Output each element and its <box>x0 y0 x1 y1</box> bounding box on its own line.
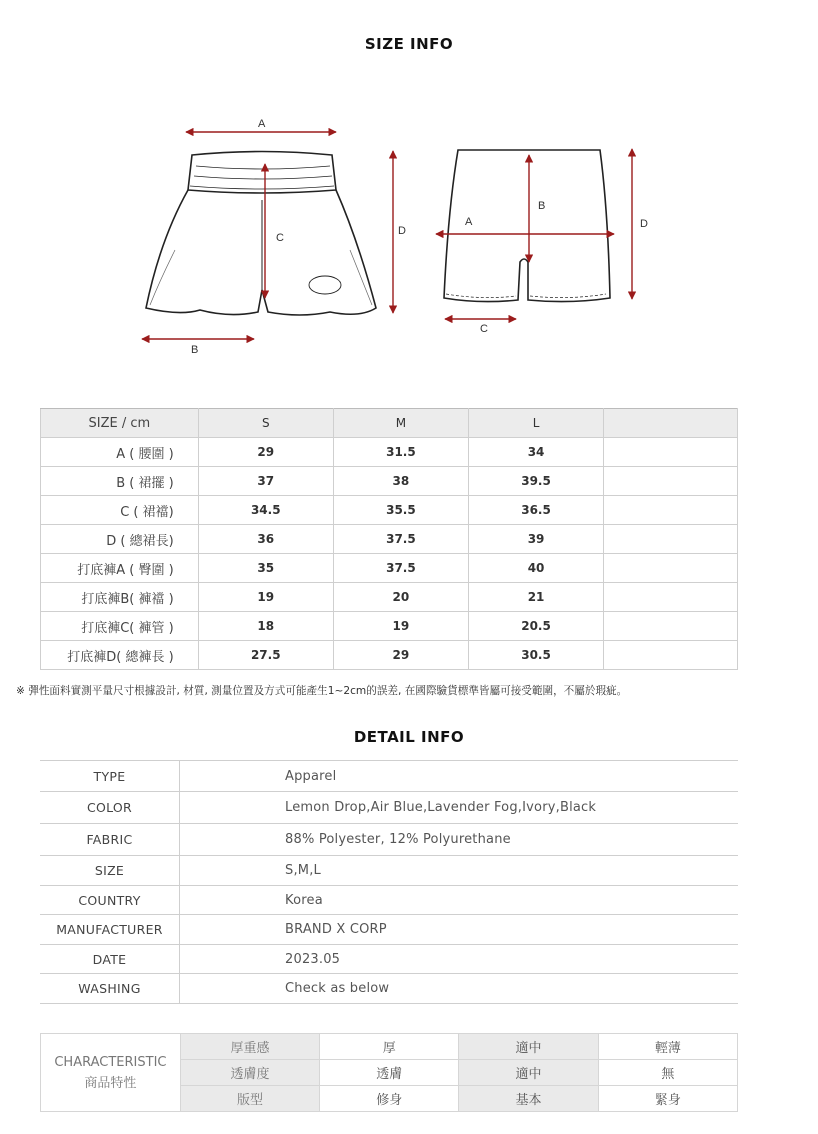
detail-value: 88% Polyester, 12% Polyurethane <box>180 824 739 856</box>
characteristic-option: 修身 <box>320 1086 459 1112</box>
table-row <box>40 792 738 824</box>
table-row <box>40 761 738 792</box>
characteristic-label <box>41 1034 181 1112</box>
detail-key: WASHING <box>40 974 180 1004</box>
cell-m: 20 <box>333 583 468 612</box>
detail-value: Korea <box>180 886 739 915</box>
detail-table <box>40 760 738 1004</box>
cell-empty <box>604 525 738 554</box>
label-leggings-c: C <box>480 323 488 335</box>
cell-empty <box>604 641 738 670</box>
cell-m: 37.5 <box>333 554 468 583</box>
table-row <box>40 915 738 945</box>
detail-key: TYPE <box>40 761 180 792</box>
size-table-header <box>41 409 738 438</box>
cell-m: 38 <box>333 467 468 496</box>
detail-key: COLOR <box>40 792 180 824</box>
label-leggings-d: D <box>640 218 648 230</box>
table-row <box>40 945 738 974</box>
skirt-illustration <box>146 152 376 316</box>
characteristic-option-selected: 基本 <box>459 1086 598 1112</box>
detail-key: COUNTRY <box>40 886 180 915</box>
cell-s: 35 <box>198 554 333 583</box>
header-cell: M <box>333 409 468 438</box>
cell-s: 27.5 <box>198 641 333 670</box>
measurement-diagram <box>130 118 650 360</box>
characteristic-table <box>40 1033 738 1112</box>
detail-info-title: DETAIL INFO <box>353 728 465 746</box>
table-row <box>41 525 738 554</box>
row-label: B ( 裙擺 ) <box>41 467 199 496</box>
cell-empty <box>604 612 738 641</box>
label-skirt-a: A <box>258 118 266 130</box>
row-label: 打底褲A ( 臀圍 ) <box>41 554 199 583</box>
detail-key: DATE <box>40 945 180 974</box>
size-info-title: SIZE INFO <box>364 35 454 53</box>
table-row <box>40 974 738 1004</box>
cell-l: 21 <box>468 583 603 612</box>
table-row <box>41 1034 738 1060</box>
table-row <box>40 856 738 886</box>
header-cell: L <box>468 409 603 438</box>
detail-value: Check as below <box>180 974 739 1004</box>
cell-l: 40 <box>468 554 603 583</box>
row-label: 打底褲B( 褲襠 ) <box>41 583 199 612</box>
cell-s: 37 <box>198 467 333 496</box>
detail-key: SIZE <box>40 856 180 886</box>
row-label: D ( 總裙長) <box>41 525 199 554</box>
table-row <box>41 467 738 496</box>
detail-key: FABRIC <box>40 824 180 856</box>
table-row <box>41 612 738 641</box>
table-row <box>40 824 738 856</box>
measurement-note: ※ 彈性面料實測平量尺寸根據設計, 材質, 測量位置及方式可能產生1~2cm的誤差, 在國際驗貨標準皆屬可接受範圍，不屬於瑕疵。 <box>16 685 628 697</box>
characteristic-name: 透膚度 <box>180 1060 319 1086</box>
table-row <box>41 554 738 583</box>
detail-value: Lemon Drop,Air Blue,Lavender Fog,Ivory,Black <box>180 792 739 824</box>
characteristic-label-en: CHARACTERISTIC <box>54 1054 167 1070</box>
label-leggings-b: B <box>538 200 546 212</box>
characteristic-option: 無 <box>598 1060 737 1086</box>
cell-l: 39.5 <box>468 467 603 496</box>
cell-m: 29 <box>333 641 468 670</box>
row-label: A ( 腰圍 ) <box>41 438 199 467</box>
cell-m: 37.5 <box>333 525 468 554</box>
characteristic-label-zh: 商品特性 <box>84 1075 137 1091</box>
characteristic-option: 輕薄 <box>598 1034 737 1060</box>
cell-s: 36 <box>198 525 333 554</box>
label-leggings-a: A <box>465 216 473 228</box>
characteristic-option-selected: 適中 <box>459 1060 598 1086</box>
cell-m: 19 <box>333 612 468 641</box>
row-label: 打底褲D( 總褲長 ) <box>41 641 199 670</box>
cell-empty <box>604 467 738 496</box>
row-label: C ( 裙襠) <box>41 496 199 525</box>
cell-l: 34 <box>468 438 603 467</box>
table-row <box>41 496 738 525</box>
label-skirt-d: D <box>398 225 406 237</box>
characteristic-option: 緊身 <box>598 1086 737 1112</box>
characteristic-option: 厚 <box>320 1034 459 1060</box>
detail-key: MANUFACTURER <box>40 915 180 945</box>
table-row <box>41 583 738 612</box>
characteristic-name: 厚重感 <box>180 1034 319 1060</box>
cell-empty <box>604 583 738 612</box>
detail-value: BRAND X CORP <box>180 915 739 945</box>
size-table <box>40 408 738 670</box>
label-skirt-b: B <box>191 344 199 356</box>
cell-l: 30.5 <box>468 641 603 670</box>
cell-empty <box>604 496 738 525</box>
characteristic-name: 版型 <box>180 1086 319 1112</box>
cell-l: 20.5 <box>468 612 603 641</box>
detail-value: Apparel <box>180 761 739 792</box>
characteristic-option-selected: 適中 <box>459 1034 598 1060</box>
cell-m: 35.5 <box>333 496 468 525</box>
table-row <box>41 438 738 467</box>
header-cell <box>604 409 738 438</box>
cell-l: 36.5 <box>468 496 603 525</box>
cell-empty <box>604 554 738 583</box>
cell-m: 31.5 <box>333 438 468 467</box>
header-cell: S <box>198 409 333 438</box>
detail-value: S,M,L <box>180 856 739 886</box>
row-label: 打底褲C( 褲管 ) <box>41 612 199 641</box>
cell-s: 18 <box>198 612 333 641</box>
cell-empty <box>604 438 738 467</box>
table-row <box>41 641 738 670</box>
characteristic-option: 透膚 <box>320 1060 459 1086</box>
cell-s: 34.5 <box>198 496 333 525</box>
detail-value: 2023.05 <box>180 945 739 974</box>
header-cell: SIZE / cm <box>41 409 199 438</box>
label-skirt-c: C <box>276 232 284 244</box>
table-row <box>40 886 738 915</box>
cell-s: 19 <box>198 583 333 612</box>
cell-l: 39 <box>468 525 603 554</box>
cell-s: 29 <box>198 438 333 467</box>
